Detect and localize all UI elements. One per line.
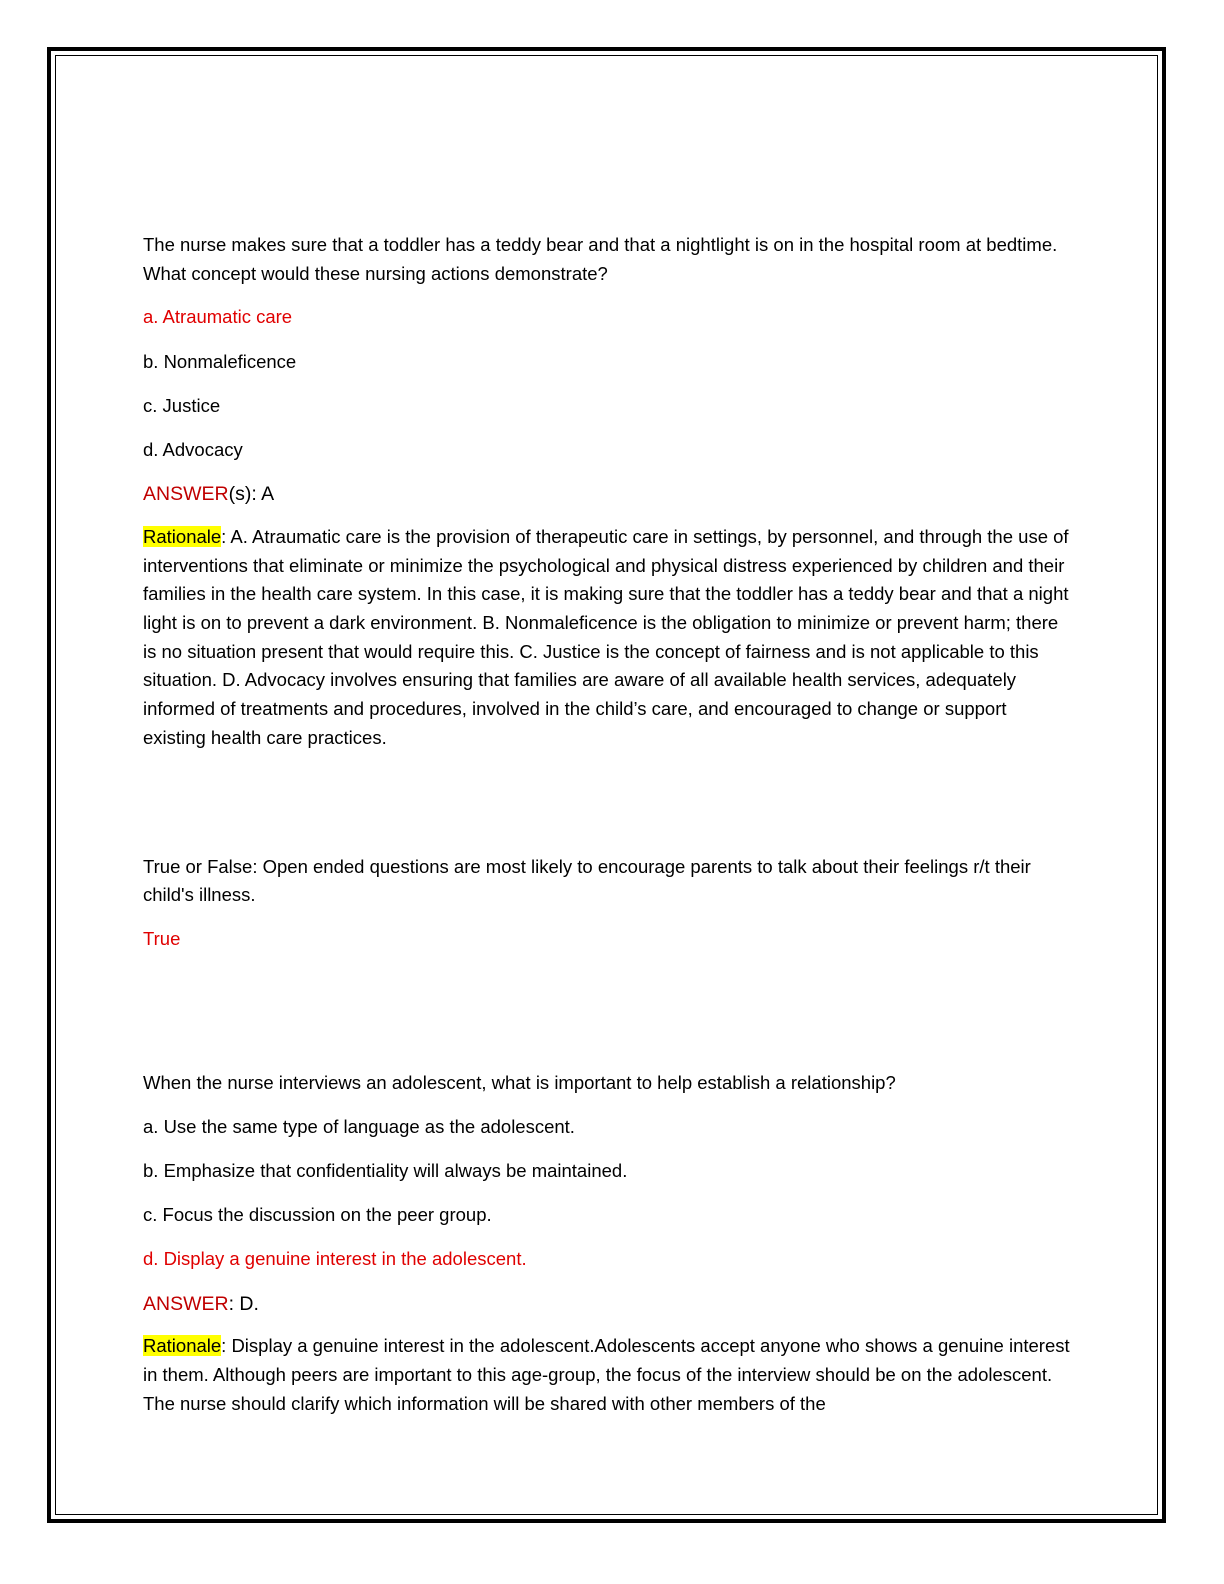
answer-true: True [143, 927, 181, 949]
rationale-text: : Display a genuine interest in the adolescent.Adolescents accept anyone who shows a genuine interest in them. Although peers are important to this age-group, the focus of the interview should be on the adolescent. The nurse should clarify which information will be shared with other members of the [143, 1335, 1070, 1414]
spacer [143, 753, 1073, 853]
answer-label: ANSWER [143, 1292, 229, 1315]
option-d-correct: d. Display a genuine interest in the adolescent. [143, 1248, 527, 1270]
question-3 [143, 1069, 1073, 1418]
option-d: d. Advocacy [143, 439, 243, 461]
option-c: c. Focus the discussion on the peer group. [143, 1204, 492, 1226]
rationale-text: : A. Atraumatic care is the provision of therapeutic care in settings, by personnel, and through the use of interventions that eliminate or minimize the psychological and physical distress experienced by children and their families in the health care system. In this case, it is making sure that the toddler has a teddy bear and that a night light is on to prevent a dark environment. B. Nonmaleficence is the obligation to minimize or prevent harm; there is no situation present that would require this. C. Justice is the concept of fairness and is not applicable to this situation. D. Advocacy involves ensuring that families are aware of all available health services, adequately informed of treatments and procedures, involved in the child’s care, and encouraged to change or support existing health care practices. [143, 525, 1069, 748]
answer-value: (s): A [228, 483, 275, 506]
answer-label: ANSWER [143, 483, 229, 506]
spacer [143, 969, 1073, 1069]
answer-line [143, 1290, 1073, 1319]
rationale [143, 1332, 1073, 1418]
rationale-label: Rationale [143, 525, 222, 547]
option-a-correct: a. Atraumatic care [143, 306, 293, 328]
question-stem: When the nurse interviews an adolescent, what is important to help establish a relationship? [143, 1072, 896, 1094]
document-content [143, 231, 1073, 1418]
option-c: c. Justice [143, 394, 221, 416]
answer-value: : D. [228, 1292, 259, 1315]
option-a: a. Use the same type of language as the adolescent. [143, 1115, 575, 1137]
rationale-label: Rationale [143, 1335, 222, 1357]
option-b: b. Emphasize that confidentiality will always be maintained. [143, 1160, 628, 1182]
question-stem: The nurse makes sure that a toddler has a teddy bear and that a nightlight is on in the hospital room at bedtime. What concept would these nursing actions demonstrate? [143, 234, 1058, 284]
rationale [143, 523, 1073, 753]
question-1 [143, 231, 1073, 753]
question-2 [143, 853, 1073, 954]
option-b: b. Nonmaleficence [143, 350, 297, 372]
question-stem: True or False: Open ended questions are most likely to encourage parents to talk about their feelings r/t their child's illness. [143, 855, 1031, 906]
answer-line [143, 480, 1073, 509]
